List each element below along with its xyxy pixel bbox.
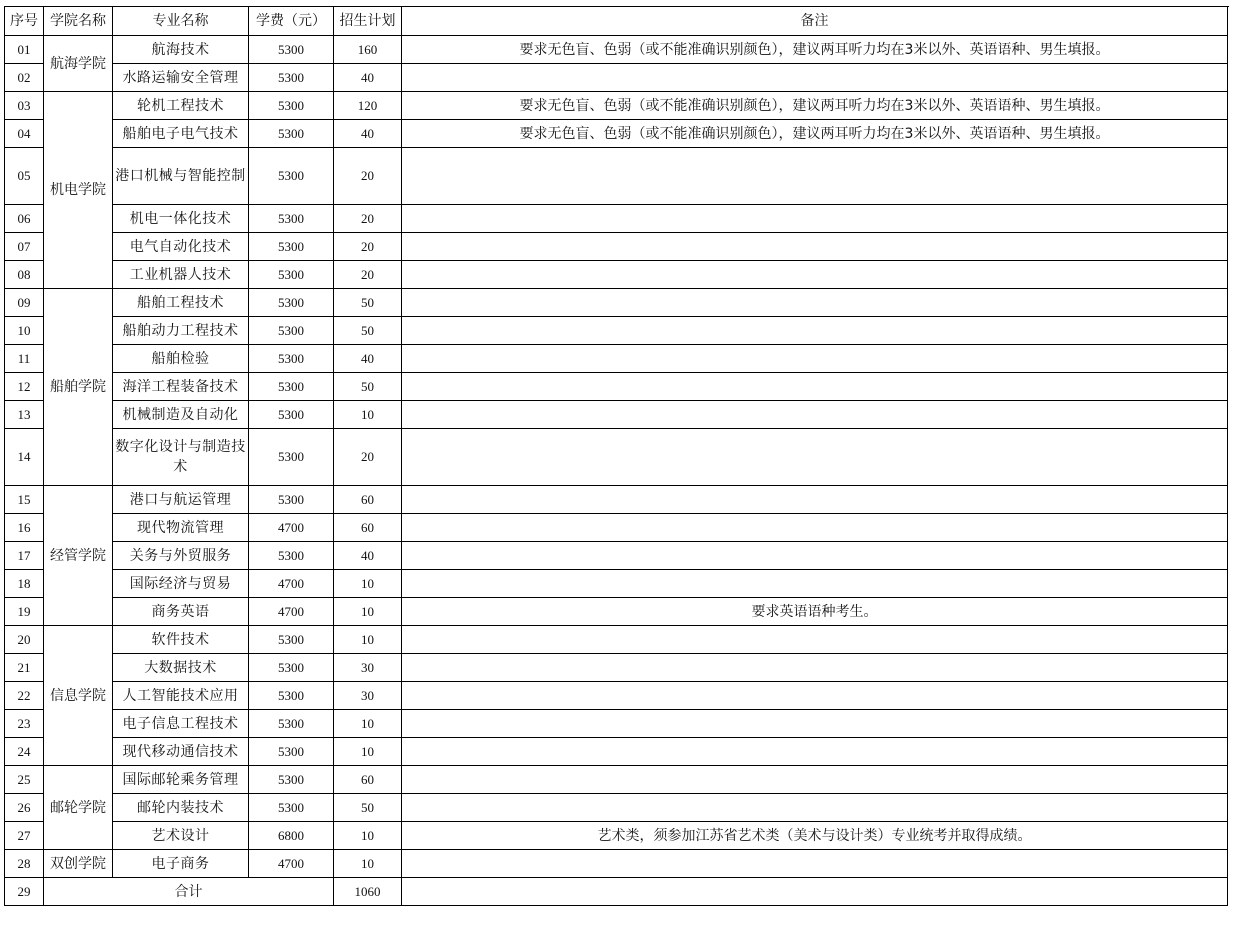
cell-major: 船舶电子电气技术 — [113, 120, 249, 148]
cell-fee: 5300 — [249, 345, 334, 373]
cell-no: 18 — [5, 570, 44, 598]
cell-fee: 5300 — [249, 64, 334, 92]
table-row — [5, 738, 1228, 766]
cell-major: 港口与航运管理 — [113, 486, 249, 514]
cell-note — [402, 64, 1228, 92]
cell-fee: 4700 — [249, 514, 334, 542]
cell-plan: 40 — [334, 345, 402, 373]
table-row — [5, 317, 1228, 345]
table-row — [5, 850, 1228, 878]
cell-no: 17 — [5, 542, 44, 570]
cell-no: 06 — [5, 205, 44, 233]
cell-plan: 10 — [334, 822, 402, 850]
enrollment-plan-table — [4, 6, 1228, 906]
cell-plan: 50 — [334, 289, 402, 317]
cell-plan: 20 — [334, 148, 402, 205]
cell-no: 27 — [5, 822, 44, 850]
header-row — [5, 7, 1228, 36]
cell-major: 电子商务 — [113, 850, 249, 878]
table-row — [5, 373, 1228, 401]
cell-major: 港口机械与智能控制 — [113, 148, 249, 205]
cell-fee: 5300 — [249, 542, 334, 570]
table-row — [5, 682, 1228, 710]
cell-note: 要求无色盲、色弱（或不能准确识别颜色），建议两耳听力均在3米以外、英语语种、男生填报。 — [402, 120, 1228, 148]
cell-note: 艺术类，须参加江苏省艺术类（美术与设计类）专业统考并取得成绩。 — [402, 822, 1228, 850]
cell-major: 水路运输安全管理 — [113, 64, 249, 92]
table-row — [5, 598, 1228, 626]
table-row — [5, 486, 1228, 514]
cell-no: 25 — [5, 766, 44, 794]
cell-no: 04 — [5, 120, 44, 148]
cell-major: 邮轮内装技术 — [113, 794, 249, 822]
cell-note — [402, 654, 1228, 682]
cell-note — [402, 401, 1228, 429]
cell-plan: 10 — [334, 401, 402, 429]
cell-major: 电气自动化技术 — [113, 233, 249, 261]
cell-major: 人工智能技术应用 — [113, 682, 249, 710]
cell-major: 艺术设计 — [113, 822, 249, 850]
cell-major: 软件技术 — [113, 626, 249, 654]
cell-note — [402, 148, 1228, 205]
cell-fee: 5300 — [249, 626, 334, 654]
cell-major: 船舶检验 — [113, 345, 249, 373]
cell-note — [402, 205, 1228, 233]
table-row — [5, 261, 1228, 289]
cell-no: 16 — [5, 514, 44, 542]
cell-major: 现代移动通信技术 — [113, 738, 249, 766]
cell-fee: 5300 — [249, 766, 334, 794]
table-row — [5, 345, 1228, 373]
cell-no: 20 — [5, 626, 44, 654]
cell-no: 26 — [5, 794, 44, 822]
total-plan: 1060 — [334, 878, 402, 906]
header-cell-note: 备注 — [402, 7, 1228, 36]
cell-plan: 10 — [334, 626, 402, 654]
cell-no: 03 — [5, 92, 44, 120]
cell-note — [402, 486, 1228, 514]
cell-plan: 160 — [334, 36, 402, 64]
cell-fee: 5300 — [249, 794, 334, 822]
cell-major: 大数据技术 — [113, 654, 249, 682]
cell-plan: 30 — [334, 682, 402, 710]
cell-college: 经管学院 — [44, 486, 113, 626]
cell-major: 商务英语 — [113, 598, 249, 626]
total-no: 29 — [5, 878, 44, 906]
cell-no: 07 — [5, 233, 44, 261]
table-row — [5, 401, 1228, 429]
cell-fee: 5300 — [249, 682, 334, 710]
table-row — [5, 766, 1228, 794]
cell-fee: 4700 — [249, 598, 334, 626]
header-cell-no: 序号 — [5, 7, 44, 36]
table-row — [5, 654, 1228, 682]
cell-plan: 60 — [334, 486, 402, 514]
cell-fee: 5300 — [249, 429, 334, 486]
cell-fee: 5300 — [249, 710, 334, 738]
cell-no: 09 — [5, 289, 44, 317]
cell-note — [402, 710, 1228, 738]
table-row — [5, 92, 1228, 120]
cell-major: 海洋工程装备技术 — [113, 373, 249, 401]
cell-no: 28 — [5, 850, 44, 878]
table-row — [5, 542, 1228, 570]
cell-fee: 5300 — [249, 317, 334, 345]
cell-no: 22 — [5, 682, 44, 710]
cell-fee: 5300 — [249, 148, 334, 205]
cell-note: 要求无色盲、色弱（或不能准确识别颜色），建议两耳听力均在3米以外、英语语种、男生填报。 — [402, 92, 1228, 120]
cell-note — [402, 738, 1228, 766]
cell-major: 电子信息工程技术 — [113, 710, 249, 738]
cell-plan: 50 — [334, 317, 402, 345]
cell-note — [402, 850, 1228, 878]
table-row — [5, 822, 1228, 850]
cell-major: 关务与外贸服务 — [113, 542, 249, 570]
table-row — [5, 233, 1228, 261]
table-row — [5, 794, 1228, 822]
cell-note — [402, 514, 1228, 542]
cell-plan: 20 — [334, 233, 402, 261]
cell-fee: 5300 — [249, 233, 334, 261]
cell-major: 工业机器人技术 — [113, 261, 249, 289]
cell-fee: 5300 — [249, 486, 334, 514]
cell-no: 19 — [5, 598, 44, 626]
table-row — [5, 205, 1228, 233]
header-cell-plan: 招生计划 — [334, 7, 402, 36]
cell-major: 航海技术 — [113, 36, 249, 64]
table-row — [5, 289, 1228, 317]
cell-college: 机电学院 — [44, 92, 113, 289]
cell-no: 02 — [5, 64, 44, 92]
cell-college: 船舶学院 — [44, 289, 113, 486]
cell-no: 24 — [5, 738, 44, 766]
table-row — [5, 120, 1228, 148]
table-row — [5, 429, 1228, 486]
cell-plan: 10 — [334, 710, 402, 738]
table-row — [5, 148, 1228, 205]
cell-college: 双创学院 — [44, 850, 113, 878]
cell-note — [402, 233, 1228, 261]
table-row — [5, 710, 1228, 738]
cell-note — [402, 373, 1228, 401]
cell-plan: 50 — [334, 373, 402, 401]
cell-fee: 5300 — [249, 289, 334, 317]
cell-plan: 60 — [334, 766, 402, 794]
cell-note — [402, 766, 1228, 794]
cell-major: 轮机工程技术 — [113, 92, 249, 120]
cell-no: 10 — [5, 317, 44, 345]
cell-fee: 4700 — [249, 850, 334, 878]
cell-note — [402, 682, 1228, 710]
cell-fee: 4700 — [249, 570, 334, 598]
cell-major: 机电一体化技术 — [113, 205, 249, 233]
cell-plan: 20 — [334, 205, 402, 233]
cell-fee: 5300 — [249, 373, 334, 401]
cell-no: 12 — [5, 373, 44, 401]
cell-no: 14 — [5, 429, 44, 486]
table-row — [5, 626, 1228, 654]
cell-plan: 10 — [334, 738, 402, 766]
cell-plan: 120 — [334, 92, 402, 120]
cell-note — [402, 345, 1228, 373]
table-row — [5, 514, 1228, 542]
header-cell-college: 学院名称 — [44, 7, 113, 36]
cell-plan: 10 — [334, 598, 402, 626]
cell-note — [402, 542, 1228, 570]
cell-fee: 5300 — [249, 401, 334, 429]
cell-fee: 5300 — [249, 36, 334, 64]
table-row — [5, 570, 1228, 598]
cell-note — [402, 570, 1228, 598]
cell-note — [402, 429, 1228, 486]
cell-no: 15 — [5, 486, 44, 514]
cell-note: 要求无色盲、色弱（或不能准确识别颜色），建议两耳听力均在3米以外、英语语种、男生填报。 — [402, 36, 1228, 64]
cell-plan: 60 — [334, 514, 402, 542]
cell-plan: 40 — [334, 542, 402, 570]
header-cell-fee: 学费（元） — [249, 7, 334, 36]
cell-no: 05 — [5, 148, 44, 205]
cell-no: 08 — [5, 261, 44, 289]
cell-fee: 5300 — [249, 120, 334, 148]
total-label: 合计 — [44, 878, 334, 906]
cell-college: 邮轮学院 — [44, 766, 113, 850]
cell-no: 23 — [5, 710, 44, 738]
cell-fee: 6800 — [249, 822, 334, 850]
cell-major: 国际邮轮乘务管理 — [113, 766, 249, 794]
cell-fee: 5300 — [249, 261, 334, 289]
cell-plan: 10 — [334, 850, 402, 878]
cell-fee: 5300 — [249, 205, 334, 233]
cell-fee: 5300 — [249, 654, 334, 682]
cell-note — [402, 317, 1228, 345]
cell-college: 航海学院 — [44, 36, 113, 92]
cell-major: 数字化设计与制造技术 — [113, 429, 249, 486]
cell-plan: 30 — [334, 654, 402, 682]
cell-college: 信息学院 — [44, 626, 113, 766]
cell-no: 01 — [5, 36, 44, 64]
cell-fee: 5300 — [249, 92, 334, 120]
cell-note: 要求英语语种考生。 — [402, 598, 1228, 626]
table-row — [5, 36, 1228, 64]
cell-plan: 40 — [334, 120, 402, 148]
cell-major: 船舶工程技术 — [113, 289, 249, 317]
cell-plan: 20 — [334, 429, 402, 486]
cell-plan: 20 — [334, 261, 402, 289]
cell-major: 船舶动力工程技术 — [113, 317, 249, 345]
cell-note — [402, 794, 1228, 822]
table-body — [5, 36, 1228, 906]
total-row — [5, 878, 1228, 906]
cell-plan: 10 — [334, 570, 402, 598]
cell-no: 13 — [5, 401, 44, 429]
cell-major: 国际经济与贸易 — [113, 570, 249, 598]
cell-major: 机械制造及自动化 — [113, 401, 249, 429]
cell-note — [402, 626, 1228, 654]
cell-plan: 50 — [334, 794, 402, 822]
cell-plan: 40 — [334, 64, 402, 92]
cell-fee: 5300 — [249, 738, 334, 766]
cell-no: 11 — [5, 345, 44, 373]
table-row — [5, 64, 1228, 92]
total-note — [402, 878, 1228, 906]
cell-no: 21 — [5, 654, 44, 682]
cell-major: 现代物流管理 — [113, 514, 249, 542]
cell-note — [402, 261, 1228, 289]
cell-note — [402, 289, 1228, 317]
header-cell-major: 专业名称 — [113, 7, 249, 36]
